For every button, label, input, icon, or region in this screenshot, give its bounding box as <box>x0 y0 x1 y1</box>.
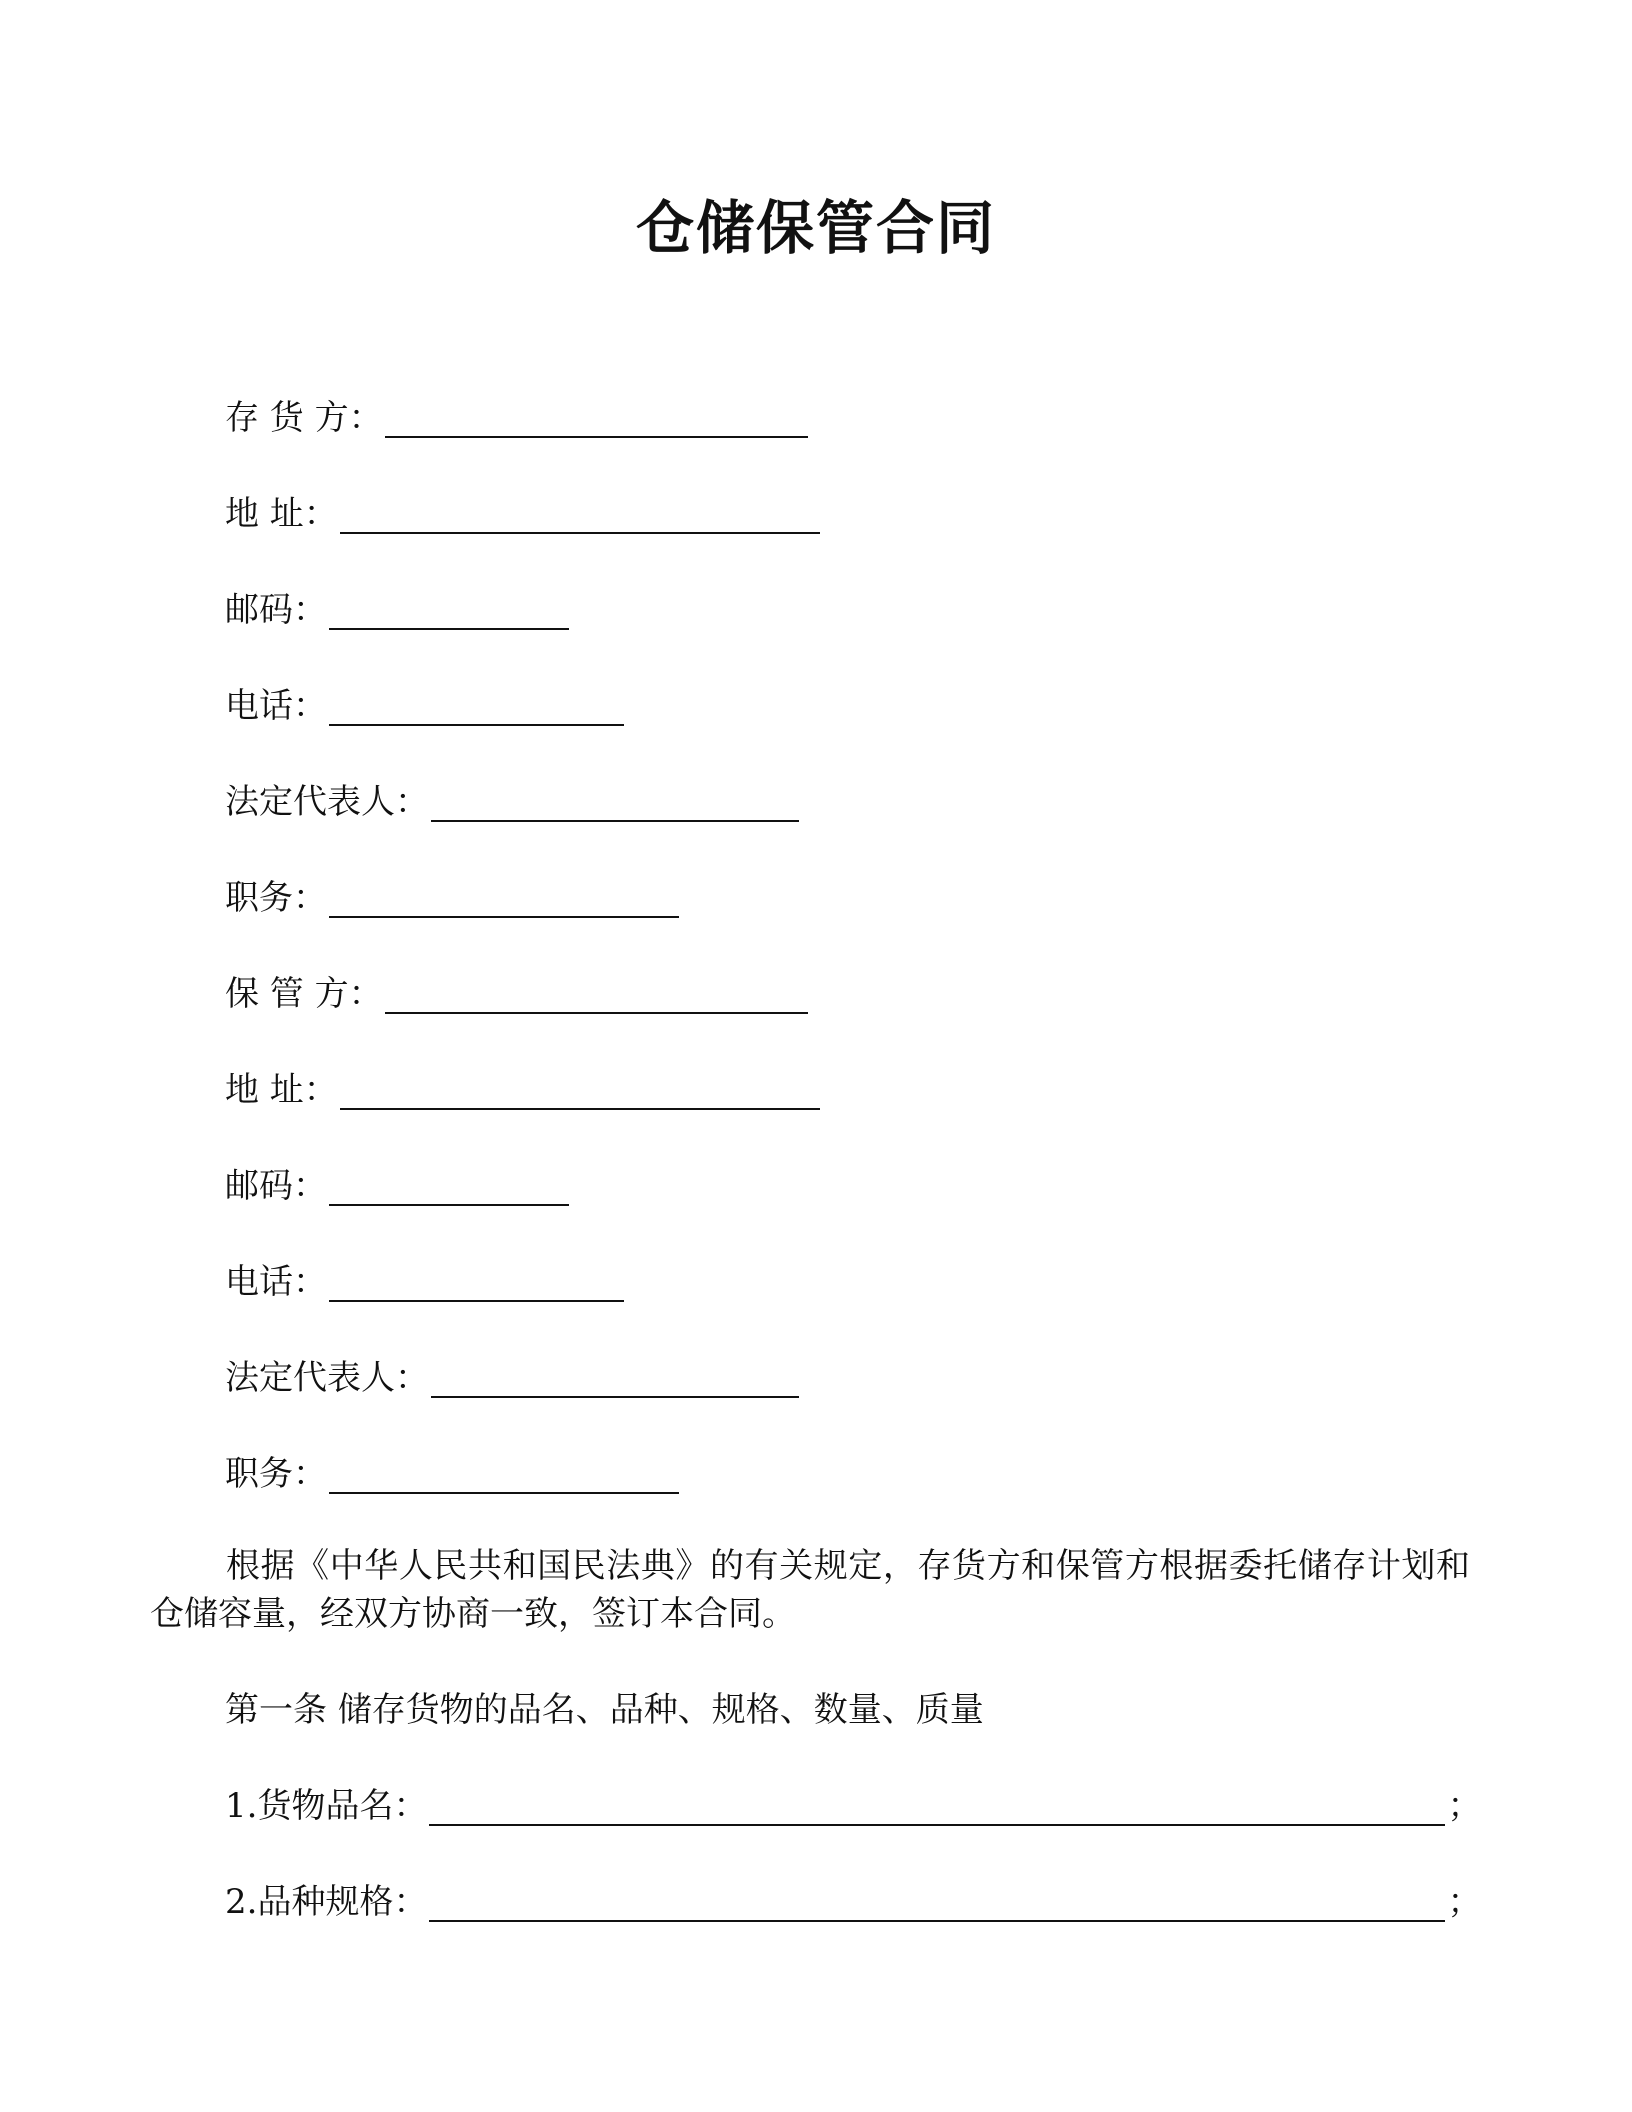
goods-name-field <box>225 1784 1481 1828</box>
goods-name-blank[interactable] <box>429 1788 1445 1826</box>
custodian-phone-field <box>225 1260 624 1304</box>
depositor-address-label: 地 址： <box>225 494 338 534</box>
custodian-party-blank[interactable] <box>385 976 808 1014</box>
preamble-paragraph: 根据《中华人民共和国民法典》的有关规定，存货方和保管方根据委托储存计划和仓储容量，经双方协商一致，签订本合同。 <box>150 1546 1470 1634</box>
depositor-position-blank[interactable] <box>329 880 679 918</box>
custodian-postcode-blank[interactable] <box>329 1168 569 1206</box>
custodian-postcode-label: 邮码： <box>225 1166 327 1206</box>
depositor-postcode-label: 邮码： <box>225 590 327 630</box>
variety-spec-suffix: ； <box>1447 1882 1482 1922</box>
goods-name-suffix: ； <box>1447 1786 1482 1826</box>
custodian-address-field <box>225 1068 820 1112</box>
custodian-address-blank[interactable] <box>340 1072 820 1110</box>
variety-spec-blank[interactable] <box>429 1884 1445 1922</box>
depositor-phone-label: 电话： <box>225 686 327 726</box>
depositor-legal-rep-label: 法定代表人： <box>225 782 429 822</box>
depositor-legal-rep-field <box>225 780 799 824</box>
depositor-phone-blank[interactable] <box>329 688 624 726</box>
depositor-party-label: 存 货 方： <box>225 398 383 438</box>
custodian-phone-label: 电话： <box>225 1262 327 1302</box>
depositor-address-field <box>225 492 820 536</box>
custodian-address-label: 地 址： <box>225 1070 338 1110</box>
custodian-party-field <box>225 972 808 1016</box>
custodian-postcode-field <box>225 1164 569 1208</box>
custodian-position-label: 职务： <box>225 1454 327 1494</box>
document-title: 仓储保管合同 <box>635 194 996 262</box>
variety-spec-field <box>225 1880 1481 1924</box>
depositor-position-label: 职务： <box>225 878 327 918</box>
custodian-legal-rep-label: 法定代表人： <box>225 1358 429 1398</box>
depositor-legal-rep-blank[interactable] <box>431 784 799 822</box>
custodian-phone-blank[interactable] <box>329 1264 624 1302</box>
depositor-position-field <box>225 876 679 920</box>
custodian-legal-rep-blank[interactable] <box>431 1360 799 1398</box>
variety-spec-label: 2.品种规格： <box>225 1882 428 1922</box>
custodian-position-field <box>225 1452 679 1496</box>
depositor-phone-field <box>225 684 624 728</box>
goods-name-label: 1.货物品名： <box>225 1786 428 1826</box>
depositor-postcode-blank[interactable] <box>329 592 569 630</box>
custodian-legal-rep-field <box>225 1356 799 1400</box>
custodian-position-blank[interactable] <box>329 1456 679 1494</box>
article-1-heading: 第一条 储存货物的品名、品种、规格、数量、质量 <box>225 1690 984 1730</box>
depositor-party-field <box>225 396 808 440</box>
depositor-address-blank[interactable] <box>340 496 820 534</box>
custodian-party-label: 保 管 方： <box>225 974 383 1014</box>
depositor-party-blank[interactable] <box>385 400 808 438</box>
depositor-postcode-field <box>225 588 569 632</box>
